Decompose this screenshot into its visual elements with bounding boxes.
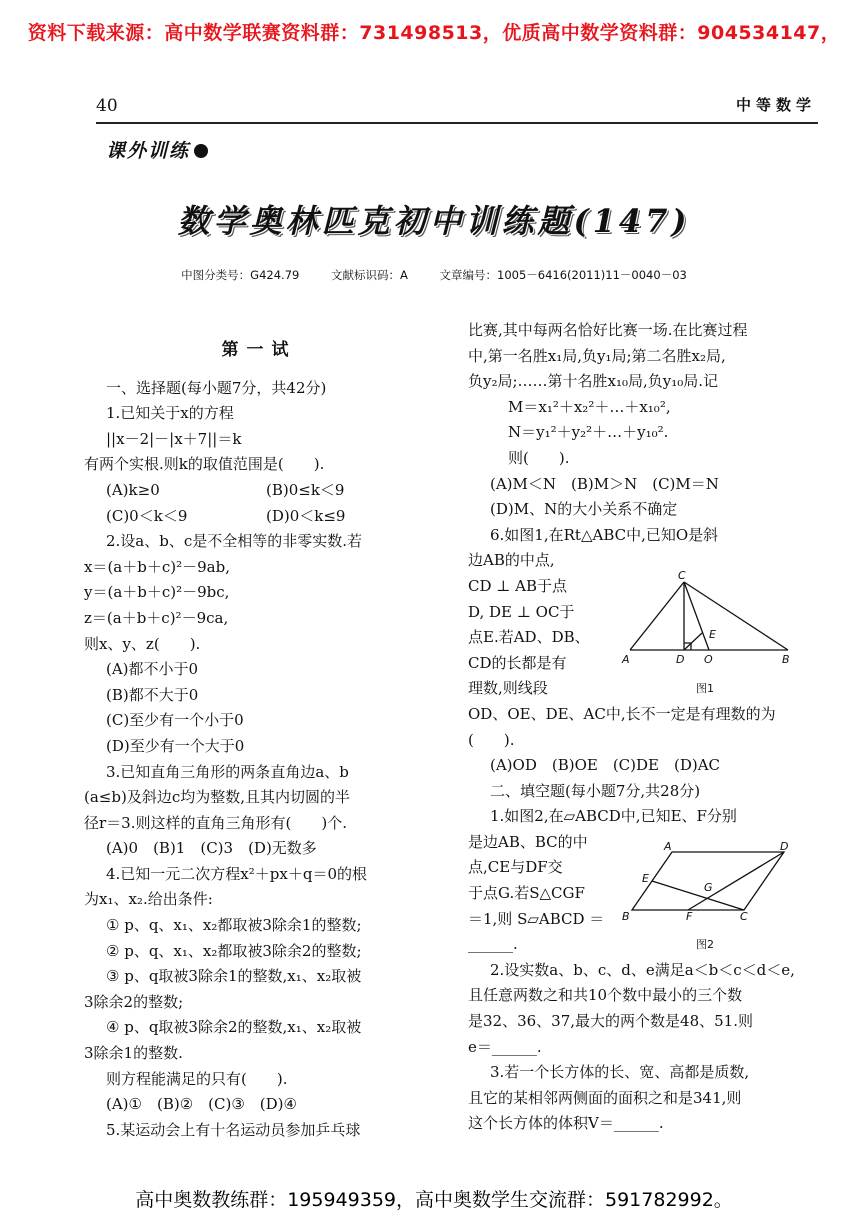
figure-1-triangle — [618, 566, 798, 666]
text-line: 5.某运动会上有十名运动员参加乒乓球 — [106, 1120, 361, 1139]
text-line: 3.已知直角三角形的两条直角边a、b — [106, 762, 349, 781]
label-C: C — [678, 569, 686, 582]
label-E: E — [642, 872, 649, 885]
figure-2-parallelogram — [618, 840, 798, 926]
label-O: O — [704, 653, 713, 666]
doc-code: 文献标识码：A — [330, 268, 408, 282]
text-line: 这个长方体的体积V＝______. — [468, 1114, 664, 1133]
question-6: 6.如图1,在Rt△ABC中,已知O是斜 — [490, 525, 719, 544]
text-line: (A)0 (B)1 (C)3 (D)无数多 — [106, 839, 317, 858]
label-A: A — [622, 653, 630, 666]
option-line: (D)M、N的大小关系不确定 — [490, 500, 678, 519]
text-line: 比赛,其中每两名恰好比赛一场.在比赛过程 — [468, 321, 748, 339]
label-D: D — [676, 653, 685, 666]
text-line: ③ p、q取被3除余1的整数,x₁、x₂取被 — [106, 967, 362, 986]
text-line: CD的长都是有 — [468, 653, 567, 672]
label-G: G — [704, 881, 713, 894]
text-line: 1.已知关于x的方程 — [106, 404, 234, 423]
option-line: (A)OD (B)OE (C)DE (D)AC — [490, 756, 721, 775]
label-C: C — [740, 910, 748, 923]
text-line: 一、选择题(每小题7分，共42分) — [106, 378, 327, 397]
text-line: ( ). — [468, 730, 515, 749]
bottom-banner: 高中奥数教练群：195949359，高中奥数学生交流群：591782992。 — [135, 1189, 733, 1211]
answer-blank: ______. — [468, 935, 518, 954]
text-line: 则( ). — [508, 448, 570, 467]
label-B: B — [782, 653, 790, 666]
text-line: 则x、y、z( ). — [84, 634, 201, 653]
label-E: E — [709, 628, 716, 641]
bullet-icon — [194, 144, 208, 158]
option-line — [84, 478, 434, 504]
text-line: 为x₁、x₂.给出条件: — [84, 890, 213, 909]
text-line: (C)至少有一个小于0 — [106, 711, 244, 730]
fill-question-3: 3.若一个长方体的长、宽、高都是质数, — [490, 1063, 750, 1082]
exam-part-heading: 第一试 — [221, 340, 297, 360]
text-line: ||x－2|－|x＋7||＝k — [106, 429, 242, 448]
text-line: ④ p、q取被3除余2的整数,x₁、x₂取被 — [106, 1018, 362, 1037]
text-line: 4.已知一元二次方程x²＋px＋q＝0的根 — [106, 864, 367, 883]
option: (A)k≥0 — [106, 480, 160, 499]
fill-question-2: 2.设实数a、b、c、d、e满足a＜b＜c＜d＜e, — [490, 960, 795, 979]
equation-m: M＝x₁²＋x₂²＋…＋x₁₀², — [508, 397, 671, 416]
text-line: 有两个实根.则k的取值范围是( ). — [84, 455, 325, 474]
article-number: 文章编号：1005－6416(2011)11－0040－03 — [439, 268, 687, 282]
text-line: 3除余2的整数; — [84, 992, 184, 1011]
equation-n: N＝y₁²＋y₂²＋…＋y₁₀². — [508, 423, 669, 442]
label-A: A — [664, 840, 672, 853]
text-line: 负y₂局;……第十名胜x₁₀局,负y₁₀局.记 — [468, 372, 719, 391]
text-line: OD、OE、DE、AC中,长不一定是有理数的为 — [468, 704, 776, 723]
text-line: (B)都不大于0 — [106, 685, 199, 704]
journal-name: 中等数学 — [735, 96, 816, 114]
text-line: ② p、q、x₁、x₂都取被3除余2的整数; — [106, 941, 362, 960]
text-line: 中,第一名胜x₁局,负y₁局;第二名胜x₂局, — [468, 346, 726, 365]
fill-question-1: 1.如图2,在▱ABCD中,已知E、F分别 — [490, 807, 737, 826]
text-line: 是32、36、37,最大的两个数是48、51.则 — [468, 1012, 753, 1031]
article-meta — [0, 267, 868, 283]
text-line: (a≤b)及斜边c均为整数,且其内切圆的半 — [84, 788, 350, 807]
text-line: e＝______. — [468, 1037, 542, 1056]
text-line: 点,CE与DF交 — [468, 858, 563, 877]
option: (C)0＜k＜9 — [106, 506, 188, 525]
text-line: ① p、q、x₁、x₂都取被3除余1的整数; — [106, 916, 362, 935]
text-line: D, DE ⊥ OC于 — [468, 602, 575, 621]
header-rule — [96, 122, 818, 124]
text-line: 于点G.若S△CGF — [468, 884, 585, 903]
label-F: F — [686, 910, 693, 923]
right-column — [468, 318, 820, 1137]
text-line: (A)都不小于0 — [106, 660, 199, 679]
text-line: (A)① (B)② (C)③ (D)④ — [106, 1095, 297, 1114]
text-line: ＝1,则 S▱ABCD ＝ — [468, 909, 605, 928]
section-label: 课外训练 — [106, 136, 208, 163]
text-line: 3除余1的整数. — [84, 1044, 183, 1063]
label-D: D — [780, 840, 789, 853]
clc-number: 中图分类号：G424.79 — [181, 268, 300, 282]
label-B: B — [622, 910, 630, 923]
text-line: 径r＝3.则这样的直角三角形有( )个. — [84, 813, 347, 832]
option-line — [84, 504, 434, 530]
figure-2-caption: 图2 — [696, 938, 714, 951]
text-line: 2.设a、b、c是不全相等的非零实数.若 — [106, 532, 363, 551]
text-line: 点E.若AD、DB、 — [468, 628, 590, 647]
option-line: (A)M＜N (B)M＞N (C)M＝N — [490, 474, 719, 493]
text-line: 边AB的中点, — [468, 551, 555, 570]
page-number: 40 — [96, 96, 118, 116]
text-line: y＝(a＋b＋c)²－9bc, — [84, 583, 230, 602]
text-line: x＝(a＋b＋c)²－9ab, — [84, 557, 230, 576]
text-line: 且任意两数之和共10个数中最小的三个数 — [468, 986, 743, 1005]
text-line: CD ⊥ AB于点 — [468, 576, 568, 595]
option: (B)0≤k＜9 — [266, 480, 345, 499]
text-line: 是边AB、BC的中 — [468, 832, 588, 851]
fill-in-heading: 二、填空题(每小题7分,共28分) — [490, 781, 701, 800]
text-line: z＝(a＋b＋c)²－9ca, — [84, 608, 229, 627]
text-line: 且它的某相邻两侧面的面积之和是341,则 — [468, 1088, 742, 1107]
text-line: (D)至少有一个大于0 — [106, 736, 245, 755]
text-line: 理数,则线段 — [468, 679, 548, 698]
option: (D)0＜k≤9 — [266, 506, 346, 525]
left-column — [84, 336, 434, 1143]
figure-1-caption: 图1 — [696, 682, 714, 695]
top-banner: 资料下载来源：高中数学联赛资料群：731498513，优质高中数学资料群：904534147， — [27, 22, 841, 44]
text-line: 则方程能满足的只有( ). — [106, 1069, 288, 1088]
article-title: 数学奥林匹克初中训练题(147) — [177, 202, 691, 240]
